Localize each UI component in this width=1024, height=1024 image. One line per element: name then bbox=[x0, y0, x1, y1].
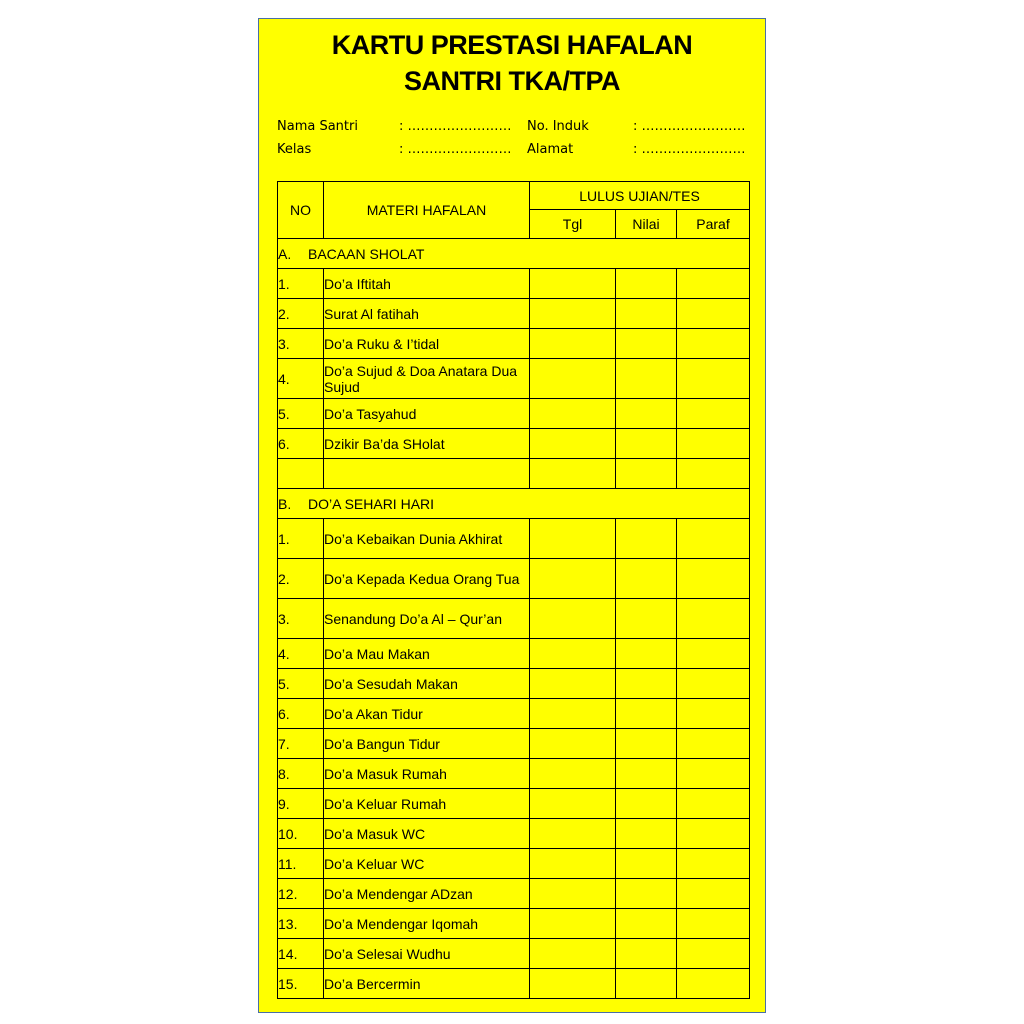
no-induk-value[interactable]: : …………………… bbox=[633, 119, 746, 134]
row-no: 2. bbox=[278, 559, 324, 599]
row-no: 3. bbox=[278, 599, 324, 639]
card-title-line-2: SANTRI TKA/TPA bbox=[404, 66, 620, 96]
nilai-cell[interactable] bbox=[616, 359, 677, 399]
paraf-cell[interactable] bbox=[677, 789, 750, 819]
row-no: 15. bbox=[278, 969, 324, 999]
row-no: 6. bbox=[278, 429, 324, 459]
kelas-value[interactable]: : …………………… bbox=[399, 142, 512, 157]
paraf-cell[interactable] bbox=[677, 329, 750, 359]
row-materi: Senandung Do’a Al – Qur’an bbox=[324, 599, 530, 639]
alamat-value[interactable]: : …………………… bbox=[633, 142, 746, 157]
paraf-cell[interactable] bbox=[677, 759, 750, 789]
section-b-label: DO’A SEHARI HARI bbox=[308, 495, 435, 512]
tgl-cell[interactable] bbox=[530, 669, 616, 699]
table-row bbox=[278, 909, 750, 939]
paraf-cell[interactable] bbox=[677, 459, 750, 489]
nama-santri-label: Nama Santri bbox=[277, 119, 358, 134]
paraf-cell[interactable] bbox=[677, 559, 750, 599]
row-no: 13. bbox=[278, 909, 324, 939]
row-no: 5. bbox=[278, 399, 324, 429]
row-materi: Do’a Masuk WC bbox=[324, 819, 530, 849]
paraf-cell[interactable] bbox=[677, 669, 750, 699]
table-row bbox=[278, 639, 750, 669]
nama-santri-value[interactable]: : …………………… bbox=[399, 119, 512, 134]
nilai-cell[interactable] bbox=[616, 399, 677, 429]
row-no: 12. bbox=[278, 879, 324, 909]
row-materi: Do’a Keluar WC bbox=[324, 849, 530, 879]
row-materi: Do’a Kebaikan Dunia Akhirat bbox=[324, 519, 530, 559]
row-no: 8. bbox=[278, 759, 324, 789]
nilai-cell[interactable] bbox=[616, 819, 677, 849]
tgl-cell[interactable] bbox=[530, 939, 616, 969]
paraf-cell[interactable] bbox=[677, 909, 750, 939]
paraf-cell[interactable] bbox=[677, 399, 750, 429]
table-row bbox=[278, 559, 750, 599]
row-materi: Do’a Tasyahud bbox=[324, 399, 530, 429]
tgl-cell[interactable] bbox=[530, 969, 616, 999]
nilai-cell[interactable] bbox=[616, 269, 677, 299]
table-row bbox=[278, 819, 750, 849]
row-materi-empty bbox=[324, 459, 530, 489]
tgl-cell[interactable] bbox=[530, 599, 616, 639]
section-b-letter: B. bbox=[278, 495, 292, 512]
tgl-cell[interactable] bbox=[530, 459, 616, 489]
row-materi: Do’a Kepada Kedua Orang Tua bbox=[324, 559, 530, 599]
row-materi: Dzikir Ba’da SHolat bbox=[324, 429, 530, 459]
kelas-label: Kelas bbox=[277, 142, 312, 157]
table-row bbox=[278, 699, 750, 729]
row-materi: Do’a Mendengar Iqomah bbox=[324, 909, 530, 939]
paraf-cell[interactable] bbox=[677, 819, 750, 849]
row-no: 11. bbox=[278, 849, 324, 879]
header-materi: MATERI HAFALAN bbox=[324, 182, 530, 239]
tgl-cell[interactable] bbox=[530, 359, 616, 399]
row-no: 10. bbox=[278, 819, 324, 849]
table-row bbox=[278, 789, 750, 819]
nilai-cell[interactable] bbox=[616, 789, 677, 819]
tgl-cell[interactable] bbox=[530, 299, 616, 329]
row-no: 4. bbox=[278, 639, 324, 669]
row-materi: Do’a Iftitah bbox=[324, 269, 530, 299]
table-row bbox=[278, 399, 750, 429]
row-materi: Do’a Sujud & Doa Anatara Dua Sujud bbox=[324, 359, 530, 399]
table-row bbox=[278, 849, 750, 879]
row-materi: Do’a Selesai Wudhu bbox=[324, 939, 530, 969]
table-row bbox=[278, 759, 750, 789]
nilai-cell[interactable] bbox=[616, 329, 677, 359]
nilai-cell[interactable] bbox=[616, 879, 677, 909]
tgl-cell[interactable] bbox=[530, 789, 616, 819]
nilai-cell[interactable] bbox=[616, 969, 677, 999]
nilai-cell[interactable] bbox=[616, 939, 677, 969]
row-materi: Do’a Bercermin bbox=[324, 969, 530, 999]
nilai-cell[interactable] bbox=[616, 909, 677, 939]
row-no: 14. bbox=[278, 939, 324, 969]
tgl-cell[interactable] bbox=[530, 879, 616, 909]
paraf-cell[interactable] bbox=[677, 849, 750, 879]
row-no-empty bbox=[278, 459, 324, 489]
table-row bbox=[278, 969, 750, 999]
row-materi: Do’a Keluar Rumah bbox=[324, 789, 530, 819]
paraf-cell[interactable] bbox=[677, 969, 750, 999]
table-row bbox=[278, 599, 750, 639]
section-a-row bbox=[278, 239, 750, 269]
tgl-cell[interactable] bbox=[530, 519, 616, 559]
paraf-cell[interactable] bbox=[677, 429, 750, 459]
no-induk-label: No. Induk bbox=[527, 119, 589, 134]
nilai-cell[interactable] bbox=[616, 669, 677, 699]
tgl-cell[interactable] bbox=[530, 849, 616, 879]
table-row bbox=[278, 939, 750, 969]
row-materi: Do’a Sesudah Makan bbox=[324, 669, 530, 699]
table-row bbox=[278, 519, 750, 559]
tgl-cell[interactable] bbox=[530, 399, 616, 429]
table-row bbox=[278, 879, 750, 909]
card-title-line-1: KARTU PRESTASI HAFALAN bbox=[331, 30, 693, 60]
table-row bbox=[278, 269, 750, 299]
header-nilai: Nilai bbox=[616, 210, 677, 239]
paraf-cell[interactable] bbox=[677, 299, 750, 329]
tgl-cell[interactable] bbox=[530, 759, 616, 789]
row-materi: Do’a Mau Makan bbox=[324, 639, 530, 669]
row-no: 3. bbox=[278, 329, 324, 359]
tgl-cell[interactable] bbox=[530, 329, 616, 359]
header-no: NO bbox=[278, 182, 324, 239]
row-no: 1. bbox=[278, 519, 324, 559]
row-no: 5. bbox=[278, 669, 324, 699]
row-no: 9. bbox=[278, 789, 324, 819]
tgl-cell[interactable] bbox=[530, 819, 616, 849]
section-b-row bbox=[278, 489, 750, 519]
row-materi: Do’a Bangun Tidur bbox=[324, 729, 530, 759]
nilai-cell[interactable] bbox=[616, 599, 677, 639]
row-materi: Do’a Masuk Rumah bbox=[324, 759, 530, 789]
nilai-cell[interactable] bbox=[616, 429, 677, 459]
alamat-label: Alamat bbox=[527, 142, 574, 157]
header-paraf: Paraf bbox=[677, 210, 750, 239]
tgl-cell[interactable] bbox=[530, 909, 616, 939]
nilai-cell[interactable] bbox=[616, 699, 677, 729]
row-materi: Do’a Mendengar ADzan bbox=[324, 879, 530, 909]
row-no: 7. bbox=[278, 729, 324, 759]
nilai-cell[interactable] bbox=[616, 519, 677, 559]
table-row bbox=[278, 359, 750, 399]
tgl-cell[interactable] bbox=[530, 429, 616, 459]
paraf-cell[interactable] bbox=[677, 879, 750, 909]
paraf-cell[interactable] bbox=[677, 639, 750, 669]
section-b-title bbox=[278, 489, 750, 519]
achievement-card bbox=[258, 18, 766, 1013]
tgl-cell[interactable] bbox=[530, 639, 616, 669]
header-tgl: Tgl bbox=[530, 210, 616, 239]
tgl-cell[interactable] bbox=[530, 729, 616, 759]
row-materi: Do’a Akan Tidur bbox=[324, 699, 530, 729]
tgl-cell[interactable] bbox=[530, 269, 616, 299]
nilai-cell[interactable] bbox=[616, 729, 677, 759]
section-a-title bbox=[278, 239, 750, 269]
nilai-cell[interactable] bbox=[616, 639, 677, 669]
nilai-cell[interactable] bbox=[616, 559, 677, 599]
table-row bbox=[278, 429, 750, 459]
nilai-cell[interactable] bbox=[616, 299, 677, 329]
paraf-cell[interactable] bbox=[677, 599, 750, 639]
row-no: 6. bbox=[278, 699, 324, 729]
row-no: 4. bbox=[278, 359, 324, 399]
paraf-cell[interactable] bbox=[677, 269, 750, 299]
table-row bbox=[278, 329, 750, 359]
row-no: 2. bbox=[278, 299, 324, 329]
nilai-cell[interactable] bbox=[616, 759, 677, 789]
table-row-empty bbox=[278, 459, 750, 489]
paraf-cell[interactable] bbox=[677, 699, 750, 729]
row-materi: Surat Al fatihah bbox=[324, 299, 530, 329]
section-a-letter: A. bbox=[278, 245, 292, 262]
table-row bbox=[278, 729, 750, 759]
paraf-cell[interactable] bbox=[677, 359, 750, 399]
hafalan-table bbox=[277, 181, 750, 999]
nilai-cell[interactable] bbox=[616, 459, 677, 489]
tgl-cell[interactable] bbox=[530, 559, 616, 599]
nilai-cell[interactable] bbox=[616, 849, 677, 879]
paraf-cell[interactable] bbox=[677, 519, 750, 559]
table-row bbox=[278, 669, 750, 699]
paraf-cell[interactable] bbox=[677, 939, 750, 969]
row-no: 1. bbox=[278, 269, 324, 299]
header-lulus: LULUS UJIAN/TES bbox=[530, 182, 750, 210]
section-a-label: BACAAN SHOLAT bbox=[308, 245, 425, 262]
table-row bbox=[278, 299, 750, 329]
paraf-cell[interactable] bbox=[677, 729, 750, 759]
tgl-cell[interactable] bbox=[530, 699, 616, 729]
row-materi: Do’a Ruku & I’tidal bbox=[324, 329, 530, 359]
